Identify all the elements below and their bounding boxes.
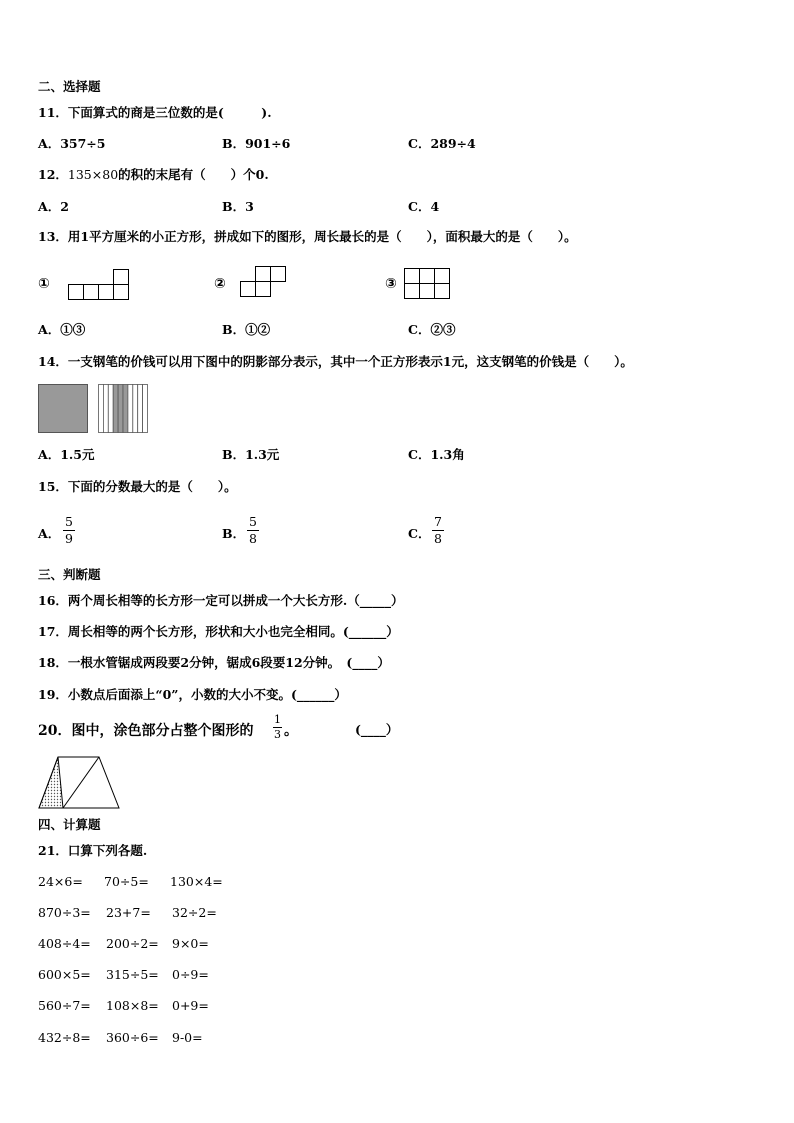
fraction-denominator: 9 (65, 531, 73, 546)
strip (99, 385, 104, 433)
fraction-numerator: 5 (249, 514, 257, 529)
strip (118, 385, 123, 433)
strip (103, 385, 108, 433)
calc-item: 200÷2= (106, 936, 159, 951)
q13-option-c[interactable]: C．②③ (408, 322, 456, 337)
q20-blank: (____） (355, 722, 399, 737)
q14-option-a[interactable]: A．1.5元 (38, 447, 95, 462)
q13-figure-label-2: ② (214, 276, 226, 292)
q11-stem: 11．下面算式的商是三位数的是( ). (38, 105, 272, 120)
q11-option-a[interactable]: A．357÷5 (38, 136, 106, 151)
q14-option-c[interactable]: C．1.3角 (408, 447, 465, 462)
q14-striped-square (98, 384, 150, 434)
fraction-numerator: 1 (274, 713, 281, 726)
q12-tail: 的积的末尾有（ ）个0. (118, 167, 269, 182)
q12-number: 12． (38, 167, 68, 182)
calc-item: 23+7= (106, 905, 151, 920)
q13-option-a[interactable]: A．①③ (38, 322, 86, 337)
q20-stem: 20．图中，涂色部分占整个图形的 (38, 723, 254, 739)
calc-item: 9×0= (172, 936, 209, 951)
q17-stem: 17．周长相等的两个长方形，形状和大小也完全相同。(______） (38, 624, 399, 639)
calc-item: 108×8= (106, 998, 159, 1013)
q14-option-b[interactable]: B．1.3元 (222, 447, 280, 462)
fraction-numerator: 5 (65, 514, 73, 529)
q13-figure-1 (68, 268, 132, 300)
section-title-choice: 二、选择题 (38, 79, 101, 94)
q11-option-c[interactable]: C．289÷4 (408, 136, 476, 151)
q15-option-b-fraction (247, 515, 259, 546)
fraction-numerator: 7 (434, 514, 442, 529)
q15-option-b-label[interactable]: B． (222, 526, 246, 541)
q20-fraction (273, 714, 282, 741)
q13-figure-3 (404, 268, 452, 300)
strip (143, 385, 148, 433)
q15-option-a-label[interactable]: A． (38, 526, 61, 541)
fraction-denominator: 8 (434, 531, 442, 546)
fraction-denominator: 8 (249, 531, 257, 546)
q20-tail: 。 (284, 723, 298, 739)
calc-item: 360÷6= (106, 1030, 159, 1045)
q13-stem: 13．用1平方厘米的小正方形，拼成如下的图形，周长最长的是（ ），面积最大的是（ ）。 (38, 229, 577, 244)
calc-item: 0+9= (172, 998, 209, 1013)
q14-stem: 14．一支钢笔的价钱可以用下图中的阴影部分表示，其中一个正方形表示1元，这支钢笔的价钱是（ ）。 (38, 354, 633, 369)
q13-figure-label-1: ① (38, 276, 50, 292)
q14-shaded-square (38, 384, 90, 434)
calc-item: 0÷9= (172, 967, 209, 982)
calc-item: 130×4= (170, 874, 223, 889)
q12-stem (38, 167, 269, 183)
calc-item: 32÷2= (172, 905, 217, 920)
q21-stem: 21．口算下列各题. (38, 843, 148, 858)
section-title-calc: 四、计算题 (38, 817, 101, 832)
q15-option-c-label[interactable]: C． (408, 526, 431, 541)
q20-trapezoid-figure (38, 756, 122, 812)
q13-figure-2 (240, 266, 290, 298)
q12-option-a[interactable]: A．2 (38, 199, 69, 214)
calc-item: 560÷7= (38, 998, 91, 1013)
strip (128, 385, 133, 433)
strip (123, 385, 128, 433)
q15-stem: 15．下面的分数最大的是（ ）。 (38, 479, 237, 494)
q13-option-b[interactable]: B．①② (222, 322, 271, 337)
strip (113, 385, 118, 433)
q12-option-c[interactable]: C．4 (408, 199, 440, 214)
q13-figure-label-3: ③ (385, 276, 397, 292)
fraction-denominator: 3 (274, 728, 281, 741)
calc-item: 870÷3= (38, 905, 91, 920)
q19-stem: 19．小数点后面添上“0”，小数的大小不变。(______） (38, 687, 347, 702)
calc-item: 70÷5= (104, 874, 149, 889)
strip (138, 385, 143, 433)
strip (108, 385, 113, 433)
calc-item: 600×5= (38, 967, 91, 982)
q15-option-c-fraction (432, 515, 444, 546)
q18-stem: 18．一根水管锯成两段要2分钟，锯成6段要12分钟。 (____） (38, 655, 390, 670)
q12-expression: 135×80 (67, 167, 119, 182)
calc-item: 408÷4= (38, 936, 91, 951)
q12-option-b[interactable]: B．3 (222, 199, 254, 214)
calc-item: 9-0= (172, 1030, 203, 1045)
q11-option-b[interactable]: B．901÷6 (222, 136, 291, 151)
calc-item: 432÷8= (38, 1030, 91, 1045)
q16-stem: 16．两个周长相等的长方形一定可以拼成一个大长方形.（_____） (38, 593, 404, 608)
strip (133, 385, 138, 433)
q15-option-a-fraction (63, 515, 75, 546)
section-title-judge: 三、判断题 (38, 567, 101, 582)
calc-item: 315÷5= (106, 967, 159, 982)
calc-item: 24×6= (38, 874, 83, 889)
